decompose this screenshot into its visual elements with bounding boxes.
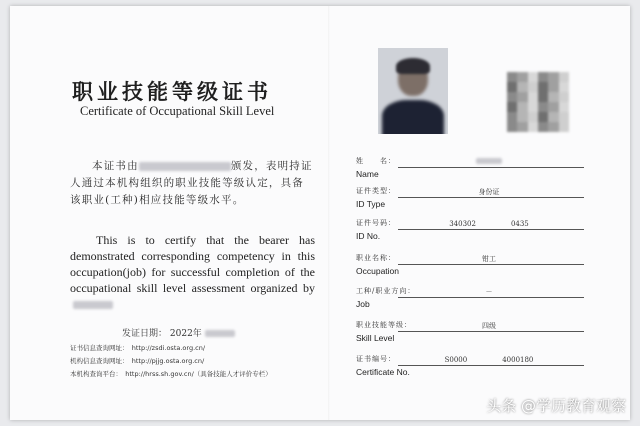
field-label-cn: 姓 名： [356,157,396,165]
field-label-en: ID Type [356,199,386,209]
certificate-title-cn: 职业技能等级证书 [72,79,272,104]
field-underline [398,197,584,198]
field-value: 钳工 [482,255,496,263]
redacted-organizer [73,301,113,309]
qr-pixel [548,92,558,102]
field-value: S0000 4000180 [444,356,534,364]
field-value: 四级 [482,322,496,330]
field-label-cn: 职业技能等级： [356,321,412,329]
qr-pixel [517,112,527,122]
field-underline [398,297,584,298]
qr-pixel [559,92,569,102]
holder-photo [378,48,448,134]
field-label-en: Certificate No. [356,367,410,377]
qr-pixel [548,102,558,112]
issue-date [122,326,235,339]
query-url: http://pjjg.osta.org.cn/ [131,357,205,365]
qr-pixel [559,112,569,122]
qr-pixel [517,122,527,132]
english-statement [70,232,315,312]
platform-watermark: 头条 @学历教育观察 [486,397,626,415]
qr-pixel [507,102,517,112]
qr-pixel [538,112,548,122]
field-underline [398,167,584,168]
qr-pixel [507,72,517,82]
field-label-cn: 证书编号： [356,355,396,363]
photo-body [382,100,444,134]
query-line [70,368,272,381]
field-underline [398,264,584,265]
field-underline [398,229,584,230]
certificate-document [10,6,630,420]
qr-code [507,72,569,132]
field-value: 身份证 [478,188,500,196]
qr-pixel [538,102,548,112]
qr-pixel [538,122,548,132]
issue-date-label: 发证日期： [122,329,168,339]
qr-pixel [538,82,548,92]
qr-pixel [528,72,538,82]
field-label-cn: 职业名称： [356,254,396,262]
redacted-date [205,330,235,337]
field-value: － [485,288,493,296]
qr-pixel [507,92,517,102]
field-value: 340302 0435 [449,220,529,228]
certificate-title-en: Certificate of Occupational Skill Level [80,104,275,118]
qr-pixel [559,122,569,132]
field-label-en: Name [356,169,379,179]
query-label: 机构信息查询网址： [70,357,126,365]
qr-pixel [517,92,527,102]
query-url: http://hrss.sh.gov.cn/（具备技能人才评价专栏） [125,370,272,378]
qr-pixel [559,82,569,92]
qr-pixel [528,122,538,132]
chinese-statement-part2: 颁发，表明持证人通过本机构组织的职业技能等级认定，具备该职业(工种)相应技能等级水平。 [70,160,313,206]
field-value [404,157,574,165]
qr-pixel [528,82,538,92]
query-info [70,342,272,381]
qr-pixel [559,102,569,112]
qr-pixel [507,122,517,132]
redacted-issuer [139,162,231,171]
field-label-en: Job [356,299,370,309]
qr-pixel [548,122,558,132]
field-label-cn: 证件号码： [356,219,396,227]
field-label-en: ID No. [356,231,381,241]
center-fold [328,6,330,420]
chinese-statement-part1: 本证书由 [92,160,139,172]
qr-pixel [517,82,527,92]
qr-pixel [528,102,538,112]
qr-pixel [517,72,527,82]
field-label-cn: 工种/职业方向： [356,287,416,295]
english-statement-text: This is to certify that the bearer has demonstrated corresponding competency in this occupation(job) for successful completion of the occupational skill level assessment organized by [70,233,315,295]
query-url: http://zsdi.osta.org.cn/ [131,344,206,352]
qr-pixel [517,102,527,112]
field-underline [398,331,584,332]
qr-pixel [528,92,538,102]
query-label: 本机构查询平台： [70,370,119,378]
issue-date-value: 2022年 [169,329,202,339]
field-underline [398,365,584,366]
qr-pixel [559,72,569,82]
chinese-statement [70,158,315,209]
query-line [70,342,272,355]
query-label: 证书信息查询网址： [70,344,126,352]
qr-pixel [528,112,538,122]
qr-pixel [548,82,558,92]
qr-pixel [538,92,548,102]
field-label-en: Occupation [356,266,399,276]
qr-pixel [507,112,517,122]
qr-pixel [507,82,517,92]
field-label-en: Skill Level [356,333,395,343]
photo-hair [396,58,430,74]
qr-pixel [548,72,558,82]
field-label-cn: 证件类型： [356,187,396,195]
qr-pixel [538,72,548,82]
query-line [70,355,272,368]
qr-pixel [548,112,558,122]
